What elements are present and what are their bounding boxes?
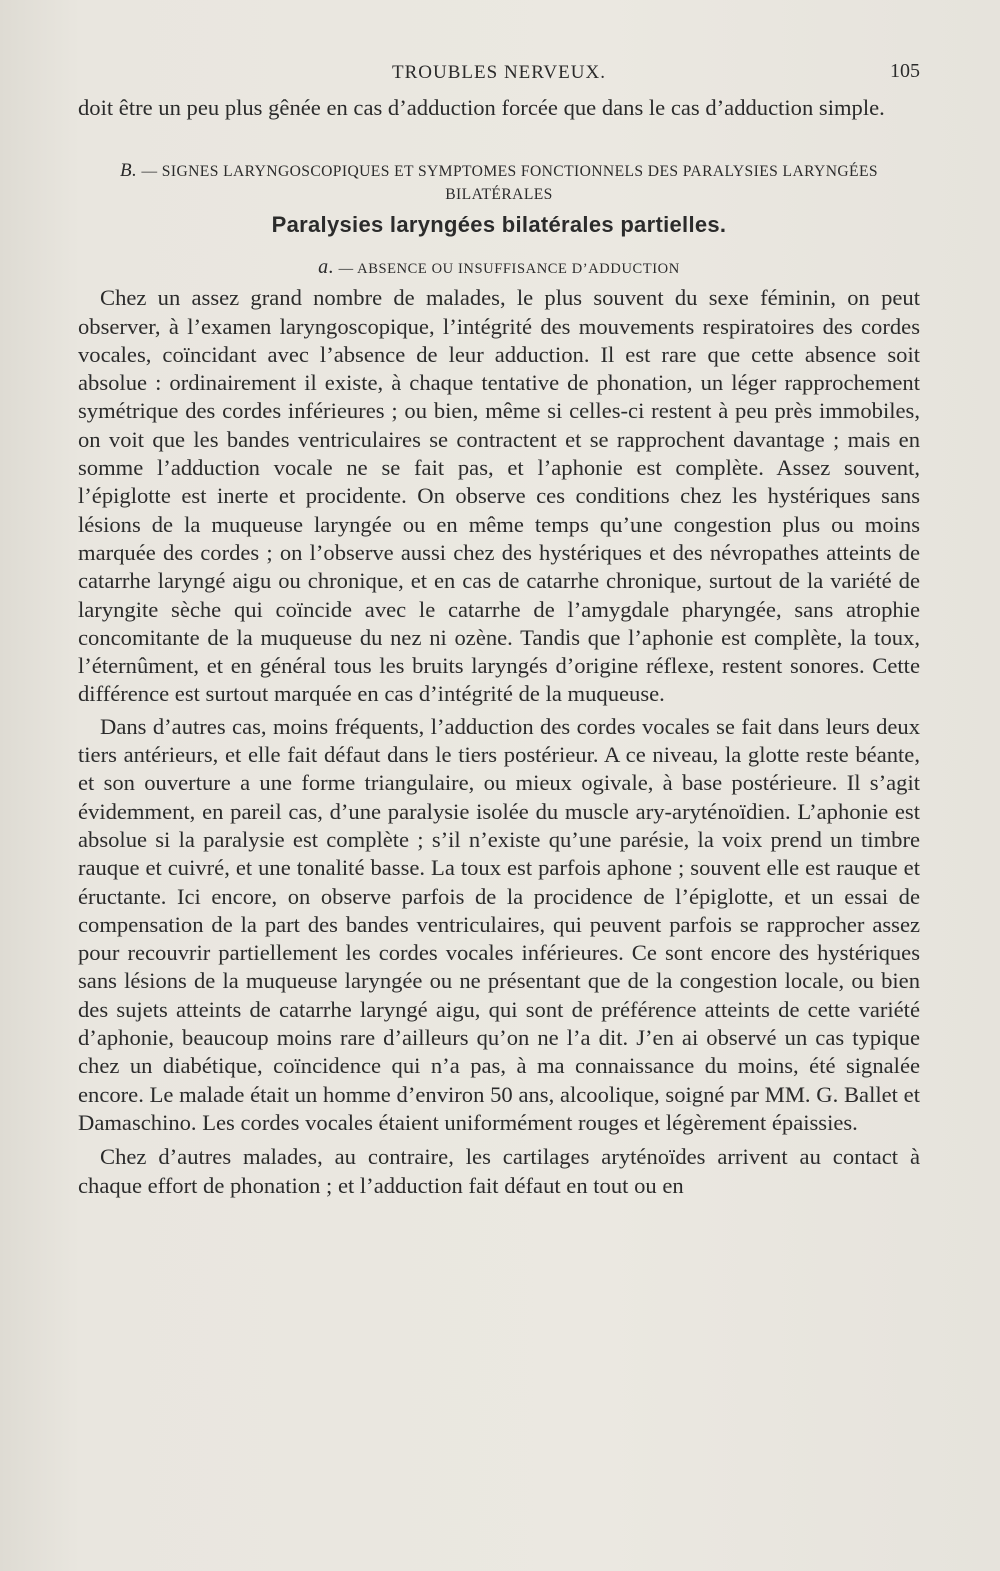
section-label: B. bbox=[120, 160, 138, 182]
subsection-label: a. bbox=[318, 256, 335, 279]
page-number: 105 bbox=[890, 60, 920, 82]
section-subtitle: Paralysies laryngées bilatérales partielles. bbox=[271, 212, 727, 238]
paragraph-2: Dans d’autres cas, moins fréquents, l’adduction des cordes vocales se fait dans leurs deux tiers antérieurs, et elle fait défaut dans le tiers postérieur. A ce niveau, la glotte reste béante, et son ouverture a une forme triangulaire, ou mieux ogivale, à base postérieure. Il s’agit évidemment, en pareil cas, d’une paralysie isolée du muscle ary-aryténoïdien. L’aphonie est absolue si la paralysie est complète ; s’il n’existe qu’une parésie, la voix prend un timbre rauque et cuivré, et une tonalité basse. La toux est parfois aphone ; souvent elle est rauque et éructante. Ici encore, on observe parfois de la procidence de l’épiglotte, et un essai de compensation de la part des bandes ventriculaires, qui peuvent parfois se rapprocher assez pour recouvrir partiellement les cordes vocales inférieures. Ce sont encore des hystériques sans lésions de la muqueuse laryngée ou ne présentant que de la congestion locale, ou bien des sujets atteints de catarrhe laryngé aigu, qui sont de préférence atteints de cette variété d’aphonie, beaucoup moins rare d’ailleurs qu’on ne l’a dit. J’en ai observé un cas typique chez un diabétique, coïncidence qui n’a pas, à ma connaissance du moins, été signalée encore. Le malade était un homme d’environ 50 ans, alcoolique, soigné par MM. G. Ballet et Damaschino. Les cordes vocales étaient uniformément rouges et légèrement épaissies. bbox=[78, 713, 920, 1135]
subsection-heading bbox=[78, 256, 920, 280]
section-heading-text: — SIGNES LARYNGOSCOPIQUES ET SYMPTOMES FONCTIONNELS DES PARALYSIES LARYNGÉES BILATÉRALES bbox=[141, 163, 878, 204]
opening-paragraph: doit être un peu plus gênée en cas d’adduction forcée que dans le cas d’adduction simple. bbox=[78, 95, 885, 120]
paragraph-3: Chez d’autres malades, au contraire, les cartilages aryténoïdes arrivent au contact à chaque effort de phonation ; et l’adduction fait défaut en tout ou en bbox=[78, 1144, 920, 1198]
running-head bbox=[78, 60, 920, 90]
subsection-heading-text: — ABSENCE OU INSUFFISANCE D’ADDUCTION bbox=[338, 261, 680, 278]
paragraph-1: Chez un assez grand nombre de malades, le plus souvent du sexe féminin, on peut observer, à l’examen laryngoscopique, l’intégrité des mouvements respiratoires des cordes vocales, coïncidant avec l’absence de leur adduction. Il est rare que cette absence soit absolue : ordinairement il existe, à chaque tentative de phonation, un léger rapprochement symétrique des cordes inférieures ; ou bien, même si celles-ci restent à peu près immobiles, on voit que les bandes ventriculaires se contractent et se rapprochent davantage ; mais en somme l’adduction vocale ne se fait pas, et l’aphonie est complète. Assez souvent, l’épiglotte est inerte et procidente. On observe ces conditions chez les hystériques sans lésions de la muqueuse laryngée ou en même temps qu’une congestion plus ou moins marquée des cordes ; on l’observe aussi chez des hystériques et des névropathes atteints de catarrhe laryngé aigu ou chronique, et en cas de catarrhe chronique, surtout de la variété de laryngite sèche qui coïncide avec le catarrhe de l’amygdale pharyngée, sans atrophie concomitante de la muqueuse du nez ni ozène. Tandis que l’aphonie est complète, la toux, l’éternûment, et en général tous les bruits laryngés d’origine réflexe, restent sonores. Cette différence est surtout marquée en cas d’intégrité de la muqueuse. bbox=[78, 285, 920, 707]
section-heading bbox=[78, 159, 920, 206]
running-title: TROUBLES NERVEUX. bbox=[392, 62, 606, 83]
page-body bbox=[78, 94, 920, 1200]
